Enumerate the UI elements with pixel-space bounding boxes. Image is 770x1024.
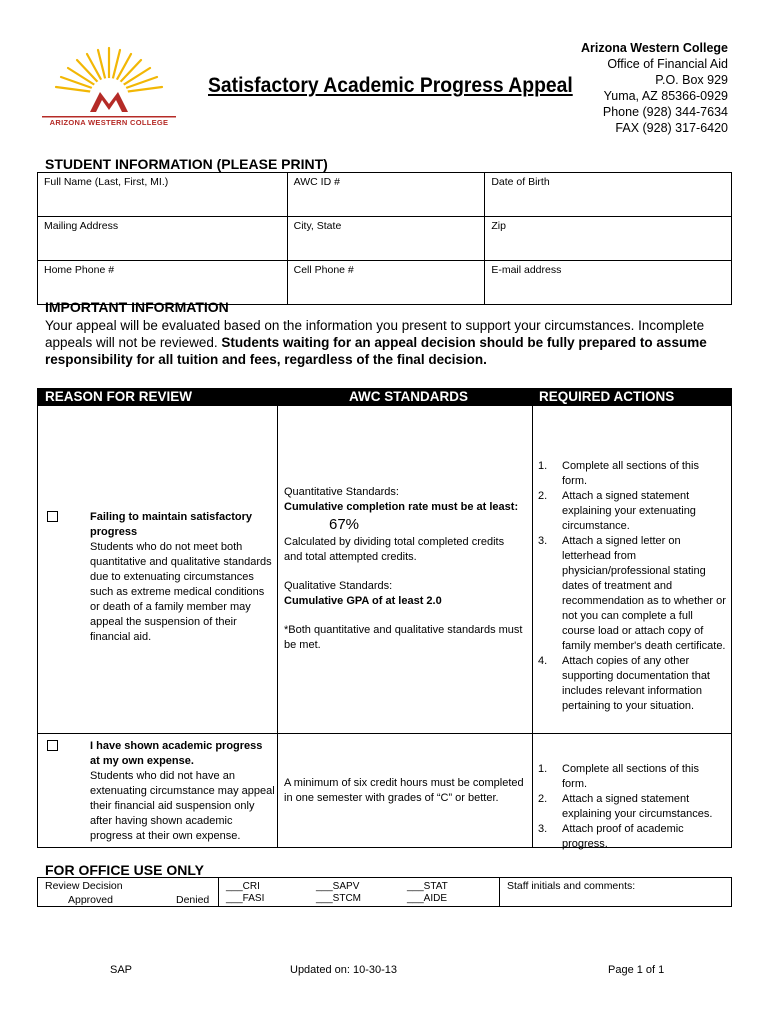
- review-table-header: [37, 388, 732, 406]
- zip-field[interactable]: Zip: [485, 217, 732, 261]
- reason1-body: Students who do not meet both quantitative and qualitative standards due to extenuating circumstances such as extreme medical conditions or death of a family member may appeal the suspension of their financial aid.: [90, 541, 272, 643]
- date-of-birth-field[interactable]: Date of Birth: [485, 173, 732, 217]
- reason2-body: Students who did not have an extenuating circumstance may appeal their financial aid suspension only after having shown academic progress at their own expense.: [90, 770, 275, 842]
- footer-updated-date: Updated on: 10-30-13: [290, 964, 398, 976]
- footer-form-code: SAP: [110, 964, 133, 976]
- staff-comments-field[interactable]: Staff initials and comments:: [507, 880, 636, 892]
- reason1-title: Failing to maintain satisfactory progress: [90, 511, 252, 538]
- reason1-checkbox[interactable]: [47, 511, 58, 522]
- denied-option[interactable]: Denied: [176, 894, 210, 906]
- student-info-table: [37, 172, 732, 305]
- logo-text: ARIZONA WESTERN COLLEGE: [49, 118, 169, 127]
- city-zip: Yuma, AZ 85366-0929: [603, 89, 728, 103]
- reason2-standard: A minimum of six credit hours must be completed in one semester with grades of “C” or better.: [284, 777, 524, 804]
- important-heading: IMPORTANT INFORMATION: [45, 299, 229, 315]
- important-text: [45, 317, 735, 368]
- quant-requirement: Cumulative completion rate must be at least:: [284, 501, 519, 513]
- fax: FAX (928) 317-6420: [615, 121, 728, 135]
- mailing-address-field[interactable]: Mailing Address: [38, 217, 288, 261]
- phone: Phone (928) 344-7634: [602, 105, 728, 119]
- office-name: Office of Financial Aid: [607, 57, 728, 71]
- action-item: 2. Attach a signed statement explaining your circumstances.: [538, 793, 713, 820]
- reason1-actions: [538, 459, 726, 714]
- review-decision-label: Review Decision: [45, 880, 123, 892]
- stat-field[interactable]: ___STAT: [407, 881, 448, 892]
- standards-header: AWC STANDARDS: [349, 389, 468, 404]
- footer-page-number: Page 1 of 1: [608, 964, 665, 976]
- awc-id-field[interactable]: AWC ID #: [287, 173, 485, 217]
- student-info-heading: STUDENT INFORMATION (PLEASE PRINT): [45, 156, 328, 172]
- reason1-text: [90, 510, 275, 645]
- action-item: 1. Complete all sections of this form.: [538, 763, 699, 790]
- reason2-actions: [538, 762, 726, 852]
- quant-label: Quantitative Standards:: [284, 486, 399, 498]
- email-field[interactable]: E-mail address: [485, 261, 732, 305]
- po-box: P.O. Box 929: [655, 73, 728, 87]
- fasi-field[interactable]: ___FASI: [226, 893, 265, 904]
- office-address: [581, 40, 728, 136]
- cell-phone-field[interactable]: Cell Phone #: [287, 261, 485, 305]
- sapv-field[interactable]: ___SAPV: [316, 881, 360, 892]
- college-name: Arizona Western College: [580, 41, 728, 55]
- reason1-standards: [284, 485, 524, 653]
- qual-label: Qualitative Standards:: [284, 580, 393, 592]
- stcm-field[interactable]: ___STCM: [316, 893, 362, 904]
- approved-option[interactable]: Approved: [68, 894, 113, 906]
- reason2-text: [90, 739, 275, 844]
- office-use-box: [37, 877, 732, 907]
- full-name-field[interactable]: Full Name (Last, First, MI.): [38, 173, 288, 217]
- standards-note: *Both quantitative and qualitative standards must be met.: [284, 624, 523, 651]
- city-state-field[interactable]: City, State: [287, 217, 485, 261]
- important-bold-body: Students waiting for an appeal decision should be fully prepared to assume responsibility for all tuition and fees, regardless of the final decision.: [45, 335, 707, 367]
- form-title: Satisfactory Academic Progress Appeal: [208, 74, 573, 97]
- reason2-checkbox[interactable]: [47, 740, 58, 751]
- college-logo: [38, 42, 180, 130]
- important-body: Your appeal will be evaluated based on the information you present to support your circumstances. Incomplete appeals will not be reviewed.: [45, 318, 705, 350]
- action-item: 3. Attach a signed letter on letterhead from physician/professional stating dates of treatment and recommendation as to whether or not you can complete a full course load or attach copy of family member's death certificate.: [538, 535, 726, 652]
- action-item: 2. Attach a signed statement explaining your extenuating circumstance.: [538, 490, 696, 532]
- quant-calculation: Calculated by dividing total completed credits and total attempted credits.: [284, 536, 505, 563]
- action-item: 3. Attach proof of academic progress.: [538, 823, 684, 850]
- qual-requirement: Cumulative GPA of at least 2.0: [284, 595, 442, 607]
- aide-field[interactable]: ___AIDE: [407, 893, 448, 904]
- office-use-heading: FOR OFFICE USE ONLY: [45, 862, 204, 878]
- reason2-title: I have shown academic progress at my own expense.: [90, 740, 263, 767]
- action-item: 4. Attach copies of any other supporting documentation that includes relevant information pertaining to your situation.: [538, 655, 710, 712]
- reason-header: REASON FOR REVIEW: [45, 389, 193, 404]
- action-item: 1. Complete all sections of this form.: [538, 460, 699, 487]
- home-phone-field[interactable]: Home Phone #: [38, 261, 288, 305]
- completion-percent: 67%: [329, 516, 360, 533]
- cri-field[interactable]: ___CRI: [226, 881, 260, 892]
- actions-header: REQUIRED ACTIONS: [539, 389, 675, 404]
